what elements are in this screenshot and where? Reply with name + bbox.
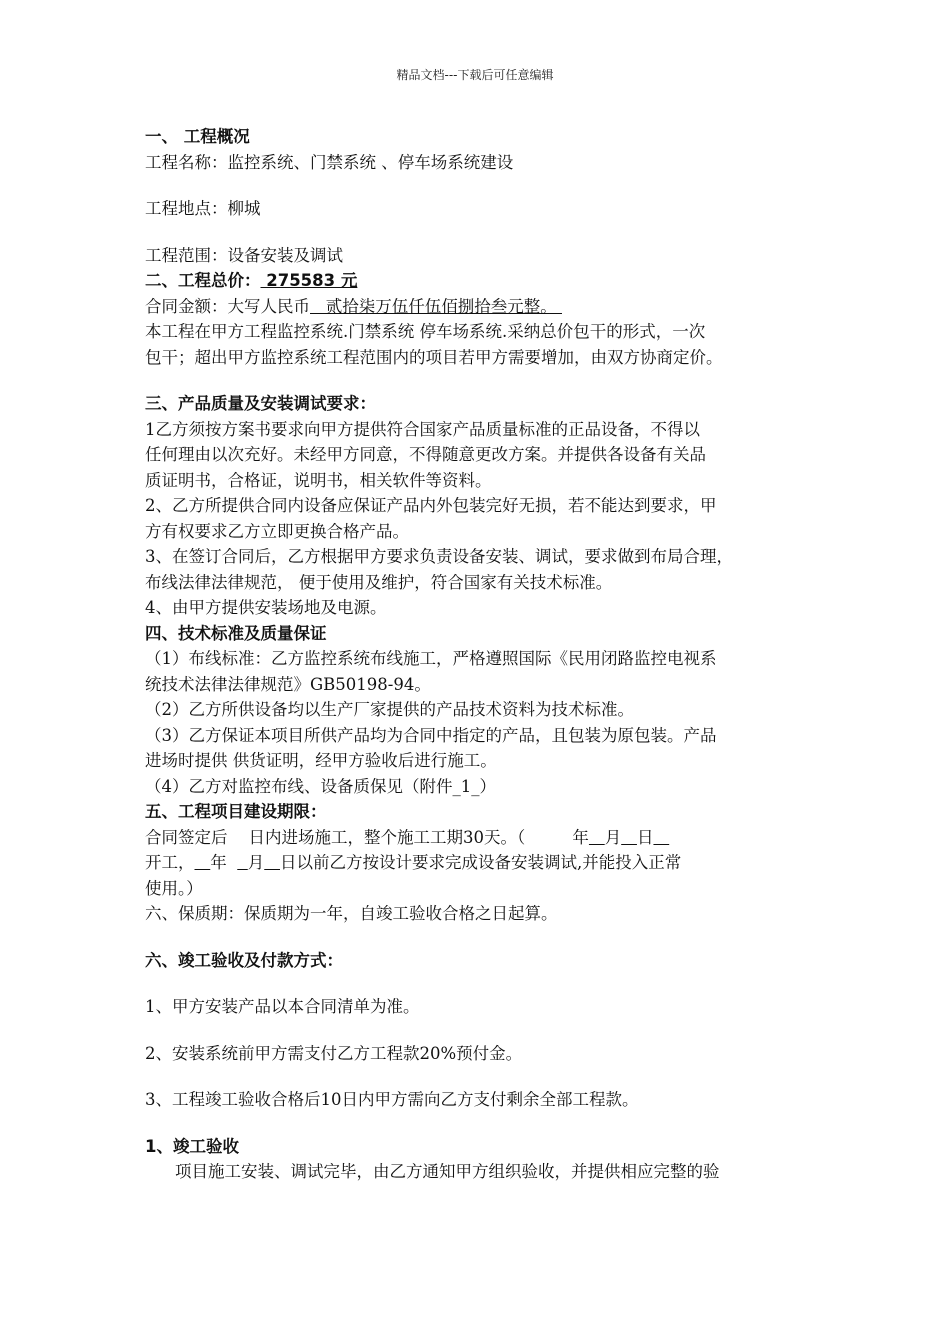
blank-field [621, 828, 637, 847]
warranty-line: 六、保质期：保质期为一年，自竣工验收合格之日起算。 [145, 904, 558, 923]
project-scope: 工程范围：设备安装及调试 [145, 245, 343, 265]
document-body [145, 124, 825, 1185]
project-name: 工程名称：监控系统、门禁系统 、停车场系统建设 [145, 152, 514, 172]
contract-amount-label: 合同金额：大写人民币 [145, 296, 310, 316]
section-4-line: （2）乙方所供设备均以生产厂家提供的产品技术资料为技术标准。 [145, 700, 634, 719]
project-location: 工程地点：柳城 [145, 199, 261, 218]
section-4-line: 进场时提供 供货证明，经甲方验收后进行施工。 [145, 751, 497, 770]
section-3-title: 三、产品质量及安装调试要求： [145, 394, 376, 413]
schedule-text: 月 [247, 853, 265, 872]
section-3-line: 2、乙方所提供合同内设备应保证产品内外包装完好无损，若不能达到要求，甲 [145, 496, 717, 515]
section-2-paragraph-1: 本工程在甲方工程监控系统.门禁系统 停车场系统.采纳总价包干的形式，一次 [145, 322, 706, 341]
schedule-text: 开工， [145, 853, 195, 872]
acceptance-title: 1、竣工验收 [145, 1136, 239, 1156]
schedule-text: 合同签定后 日内进场施工，整个施工工期30天。（ 年 [145, 827, 589, 847]
section-4-line: （1）布线标准：乙方监控系统布线施工，严格遵照国际《民用闭路监控电视系 [145, 649, 717, 668]
page-header: 精品文档---下载后可任意编辑 [396, 68, 554, 82]
schedule-text: 日 [636, 827, 654, 847]
section-4-title: 四、技术标准及质量保证 [145, 623, 327, 643]
section-2-paragraph-2: 包干；超出甲方监控系统工程范围内的项目若甲方需要增加，由双方协商定价。 [145, 347, 723, 367]
schedule-line-3: 使用。） [145, 878, 203, 898]
section-1-title: 一、 工程概况 [145, 127, 250, 146]
section-4-line: 统技术法律法律规范》GB50198-94。 [145, 674, 431, 694]
section-3-line: 布线法律法律规范， 便于使用及维护，符合国家有关技术标准。 [145, 572, 613, 592]
total-price: 275583 元 [260, 271, 358, 290]
section-4-line: （4）乙方对监控布线、设备质保见（附件_1_） [145, 776, 496, 796]
section-3-line: 4、由甲方提供安装场地及电源。 [145, 598, 387, 617]
blank-field [653, 828, 669, 847]
payment-item-2: 2、安装系统前甲方需支付乙方工程款20%预付金。 [145, 1043, 523, 1063]
payment-item-1: 1、甲方安装产品以本合同清单为准。 [145, 997, 420, 1016]
schedule-line-2 [145, 850, 825, 876]
blank-field [237, 853, 248, 872]
section-6-title: 六、竣工验收及付款方式： [145, 950, 343, 970]
blank-field [195, 853, 211, 872]
blank-field [589, 828, 605, 847]
blank-field [264, 853, 280, 872]
schedule-line-1 [145, 825, 825, 851]
section-3-line: 质证明书，合格证，说明书，相关软件等资料。 [145, 470, 492, 490]
schedule-text: 年 [210, 853, 238, 872]
contract-amount-value: 贰拾柒万伍仟伍佰捌拾叁元整。 [310, 296, 562, 316]
section-2-title-line [145, 268, 825, 294]
section-3-line: 1乙方须按方案书要求向甲方提供符合国家产品质量标准的正品设备，不得以 [145, 419, 700, 439]
acceptance-paragraph: 项目施工安装、调试完毕，由乙方通知甲方组织验收，并提供相应完整的验 [175, 1162, 720, 1181]
section-2-title: 二、工程总价： [145, 271, 261, 290]
payment-item-3: 3、工程竣工验收合格后10日内甲方需向乙方支付剩余全部工程款。 [145, 1090, 639, 1109]
schedule-text: 月 [604, 827, 622, 847]
section-5-title: 五、工程项目建设期限： [145, 802, 327, 821]
section-4-line: （3）乙方保证本项目所供产品均为合同中指定的产品，且包装为原包装。产品 [145, 725, 717, 745]
section-3-line: 3、在签订合同后，乙方根据甲方要求负责设备安装、调试，要求做到布局合理， [145, 547, 733, 566]
schedule-text: 日以前乙方按设计要求完成设备安装调试,并能投入正常 [280, 853, 682, 872]
section-3-line: 任何理由以次充好。未经甲方同意，不得随意更改方案。并提供各设备有关品 [145, 445, 706, 464]
contract-amount-line [145, 294, 825, 320]
section-3-line: 方有权要求乙方立即更换合格产品。 [145, 521, 409, 541]
